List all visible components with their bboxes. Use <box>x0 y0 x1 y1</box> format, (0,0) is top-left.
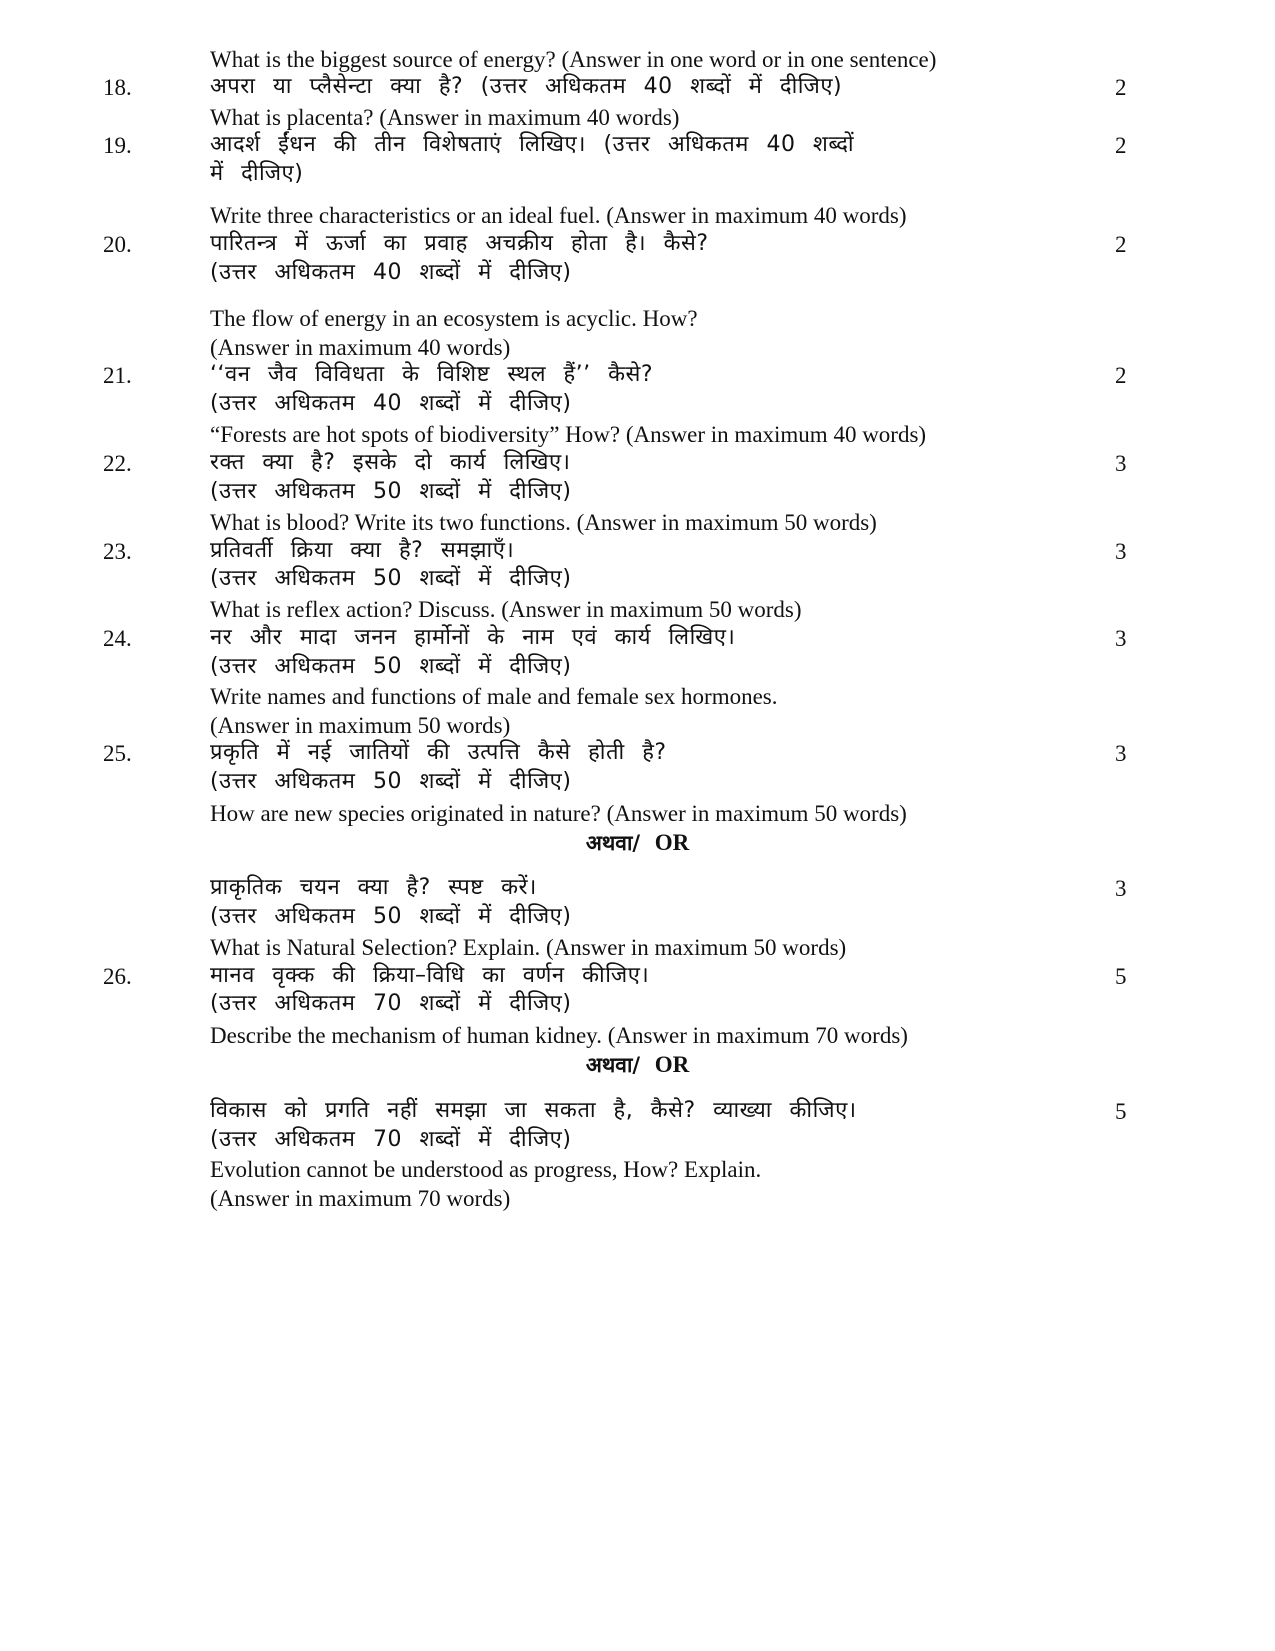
question-number-25: 25. <box>103 741 132 766</box>
question-number-19: 19. <box>103 133 132 158</box>
question-26-alt-hindi-cont: (उत्तर अधिकतम 70 शब्दों में दीजिए) <box>210 1127 572 1152</box>
question-25-hindi-cont: (उत्तर अधिकतम 50 शब्दों में दीजिए) <box>210 769 572 794</box>
question-21-hindi-cont: (उत्तर अधिकतम 40 शब्दों में दीजिए) <box>210 391 572 416</box>
question-24-english-cont: (Answer in maximum 50 words) <box>210 713 511 738</box>
or-divider-25 <box>0 831 1275 854</box>
question-number-26: 26. <box>103 964 132 989</box>
question-26-alt-english: Evolution cannot be understood as progress, How? Explain. <box>210 1157 762 1182</box>
question-17-english: What is the biggest source of energy? (Answer in one word or in one sentence) <box>210 47 937 72</box>
question-24-hindi-cont: (उत्तर अधिकतम 50 शब्दों में दीजिए) <box>210 654 572 679</box>
question-24-english: Write names and functions of male and female sex hormones. <box>210 684 778 709</box>
or-divider-26 <box>0 1053 1275 1076</box>
question-26-alt-hindi: विकास को प्रगति नहीं समझा जा सकता है, कैसे? व्याख्या कीजिए। <box>210 1098 857 1123</box>
question-22-english: What is blood? Write its two functions. (Answer in maximum 50 words) <box>210 510 877 535</box>
question-24-hindi: नर और मादा जनन हार्मोनों के नाम एवं कार्य लिखिए। <box>210 625 736 650</box>
question-18-english: What is placenta? (Answer in maximum 40 words) <box>210 105 680 130</box>
or-hindi: अथवा/ <box>585 1053 641 1077</box>
question-25-alt-hindi-cont: (उत्तर अधिकतम 50 शब्दों में दीजिए) <box>210 904 572 929</box>
question-number-18: 18. <box>103 75 132 100</box>
question-22-marks: 3 <box>1115 451 1127 476</box>
question-18-marks: 2 <box>1115 75 1127 100</box>
question-25-alt-english: What is Natural Selection? Explain. (Answer in maximum 50 words) <box>210 935 847 960</box>
question-19-marks: 2 <box>1115 133 1127 158</box>
question-23-hindi: प्रतिवर्ती क्रिया क्या है? समझाएँ। <box>210 538 515 563</box>
question-23-marks: 3 <box>1115 539 1127 564</box>
question-21-hindi: ‘‘वन जैव विविधता के विशिष्ट स्थल हैं’’ कैसे? <box>210 362 654 387</box>
question-18-hindi: अपरा या प्लैसेन्टा क्या है? (उत्तर अधिकतम 40 शब्दों में दीजिए) <box>210 74 843 99</box>
question-number-23: 23. <box>103 539 132 564</box>
question-25-english: How are new species originated in nature? (Answer in maximum 50 words) <box>210 801 907 826</box>
question-20-hindi-cont: (उत्तर अधिकतम 40 शब्दों में दीजिए) <box>210 260 572 285</box>
question-19-english: Write three characteristics or an ideal fuel. (Answer in maximum 40 words) <box>210 203 907 228</box>
question-20-hindi: पारितन्त्र में ऊर्जा का प्रवाह अचक्रीय होता है। कैसे? <box>210 231 709 256</box>
question-26-alt-marks: 5 <box>1115 1099 1127 1124</box>
question-number-24: 24. <box>103 626 132 651</box>
question-number-21: 21. <box>103 363 132 388</box>
question-26-alt-english-cont: (Answer in maximum 70 words) <box>210 1186 511 1211</box>
question-21-marks: 2 <box>1115 363 1127 388</box>
question-26-hindi-cont: (उत्तर अधिकतम 70 शब्दों में दीजिए) <box>210 991 572 1016</box>
or-english: OR <box>654 830 690 855</box>
question-25-alt-hindi: प्राकृतिक चयन क्या है? स्पष्ट करें। <box>210 875 537 900</box>
or-hindi: अथवा/ <box>585 831 641 855</box>
question-25-hindi: प्रकृति में नई जातियों की उत्पत्ति कैसे होती है? <box>210 740 667 765</box>
question-20-english: The flow of energy in an ecosystem is acyclic. How? <box>210 306 698 331</box>
question-24-marks: 3 <box>1115 626 1127 651</box>
question-number-20: 20. <box>103 232 132 257</box>
question-26-hindi: मानव वृक्क की क्रिया–विधि का वर्णन कीजिए। <box>210 963 650 988</box>
question-22-hindi-cont: (उत्तर अधिकतम 50 शब्दों में दीजिए) <box>210 479 572 504</box>
question-23-hindi-cont: (उत्तर अधिकतम 50 शब्दों में दीजिए) <box>210 566 572 591</box>
question-26-marks: 5 <box>1115 964 1127 989</box>
question-21-english: “Forests are hot spots of biodiversity” How? (Answer in maximum 40 words) <box>210 422 927 447</box>
question-20-english-cont: (Answer in maximum 40 words) <box>210 335 511 360</box>
question-22-hindi: रक्त क्या है? इसके दो कार्य लिखिए। <box>210 450 571 475</box>
question-19-hindi: आदर्श ईंधन की तीन विशेषताएं लिखिए। (उत्तर अधिकतम 40 शब्दों <box>210 132 855 157</box>
question-25-marks: 3 <box>1115 741 1127 766</box>
question-26-english: Describe the mechanism of human kidney. (Answer in maximum 70 words) <box>210 1023 908 1048</box>
question-23-english: What is reflex action? Discuss. (Answer in maximum 50 words) <box>210 597 802 622</box>
question-number-22: 22. <box>103 451 132 476</box>
or-english: OR <box>654 1052 690 1077</box>
question-25-alt-marks: 3 <box>1115 876 1127 901</box>
question-19-hindi-cont: में दीजिए) <box>210 161 304 186</box>
question-20-marks: 2 <box>1115 232 1127 257</box>
